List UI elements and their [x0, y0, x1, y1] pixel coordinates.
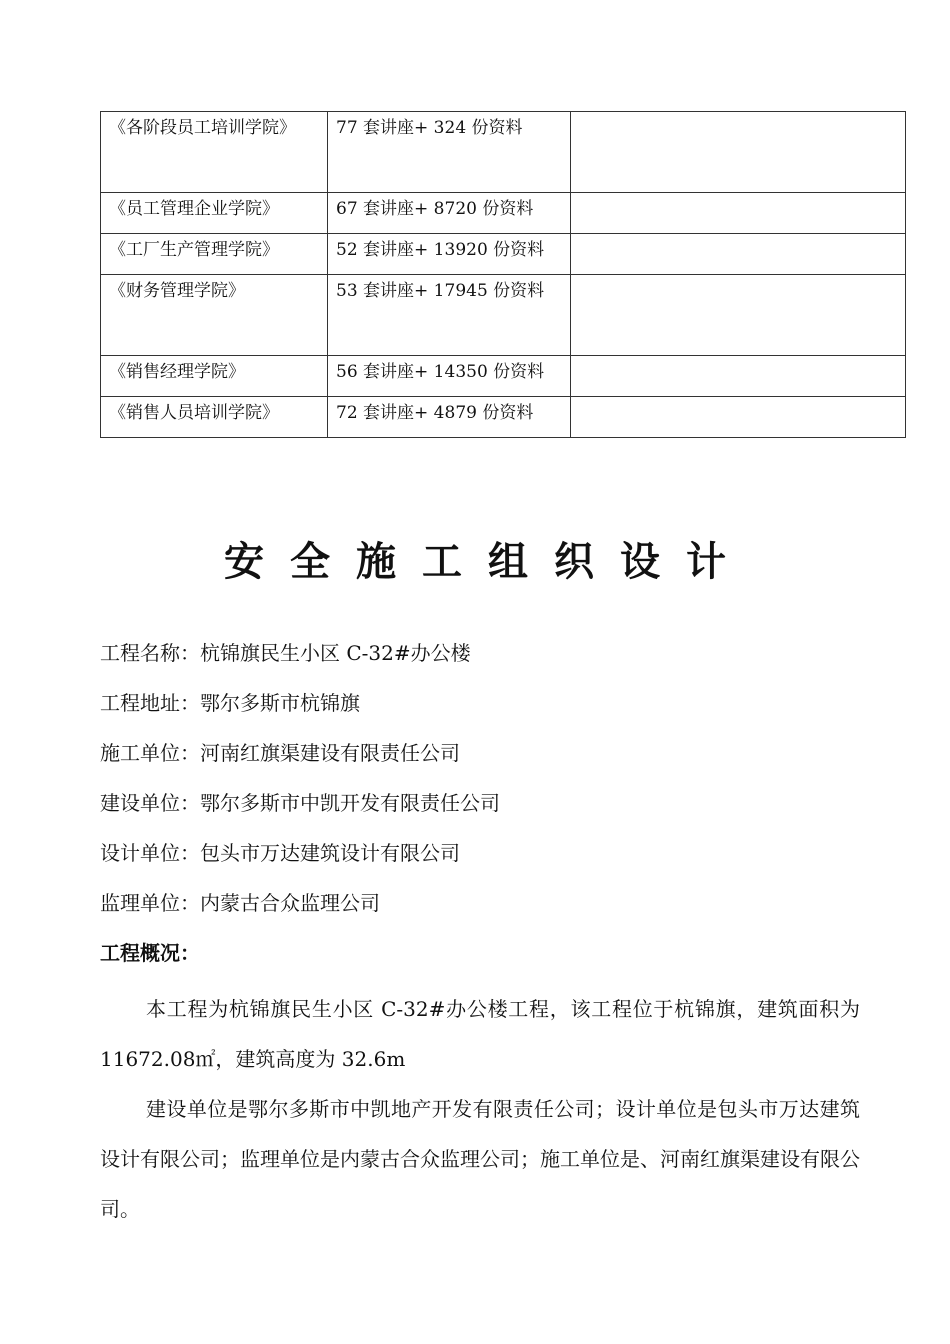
table-cell-note [571, 356, 906, 397]
project-address-line: 工程地址：鄂尔多斯市杭锦旗 [100, 691, 360, 715]
table-cell-content: 72 套讲座+ 4879 份资料 [328, 397, 571, 438]
table-row [101, 234, 906, 275]
overview-paragraph: 本工程为杭锦旗民生小区 C-32#办公楼工程，该工程位于杭锦旗，建筑面积为 11672.08㎡，建筑高度为 32.6m [100, 997, 860, 1071]
table-row [101, 112, 906, 193]
table-cell-name: 《员工管理企业学院》 [101, 193, 328, 234]
document-title: 安全施工组织设计 [224, 539, 752, 585]
table-row [101, 275, 906, 356]
table-cell-note [571, 275, 906, 356]
table-cell-content: 52 套讲座+ 13920 份资料 [328, 234, 571, 275]
table-cell-name: 《工厂生产管理学院》 [101, 234, 328, 275]
table-row [101, 397, 906, 438]
project-name-line: 工程名称：杭锦旗民生小区 C-32#办公楼 [100, 641, 471, 665]
table-cell-content: 77 套讲座+ 324 份资料 [328, 112, 571, 193]
construction-unit-line: 施工单位：河南红旗渠建设有限责任公司 [100, 741, 460, 765]
table-cell-note [571, 112, 906, 193]
overview-heading: 工程概况： [100, 941, 200, 965]
supervision-unit-line: 监理单位：内蒙古合众监理公司 [100, 891, 380, 915]
design-unit-line: 设计单位：包头市万达建筑设计有限公司 [100, 841, 460, 865]
table-cell-content: 53 套讲座+ 17945 份资料 [328, 275, 571, 356]
project-info-list [100, 636, 860, 936]
table-cell-note [571, 234, 906, 275]
table-cell-note [571, 397, 906, 438]
table-cell-content: 56 套讲座+ 14350 份资料 [328, 356, 571, 397]
table-cell-name: 《销售人员培训学院》 [101, 397, 328, 438]
table-cell-name: 《销售经理学院》 [101, 356, 328, 397]
table-row [101, 356, 906, 397]
overview-paragraph: 建设单位是鄂尔多斯市中凯地产开发有限责任公司；设计单位是包头市万达建筑设计有限公司；监理单位是内蒙古合众监理公司；施工单位是、河南红旗渠建设有限公司。 [100, 1097, 860, 1221]
table-cell-name: 《财务管理学院》 [101, 275, 328, 356]
table-cell-name: 《各阶段员工培训学院》 [101, 112, 328, 193]
table-row [101, 193, 906, 234]
overview-body [100, 984, 860, 1234]
table-cell-content: 67 套讲座+ 8720 份资料 [328, 193, 571, 234]
catalog-table [100, 111, 906, 438]
developer-unit-line: 建设单位：鄂尔多斯市中凯开发有限责任公司 [100, 791, 500, 815]
table-cell-note [571, 193, 906, 234]
